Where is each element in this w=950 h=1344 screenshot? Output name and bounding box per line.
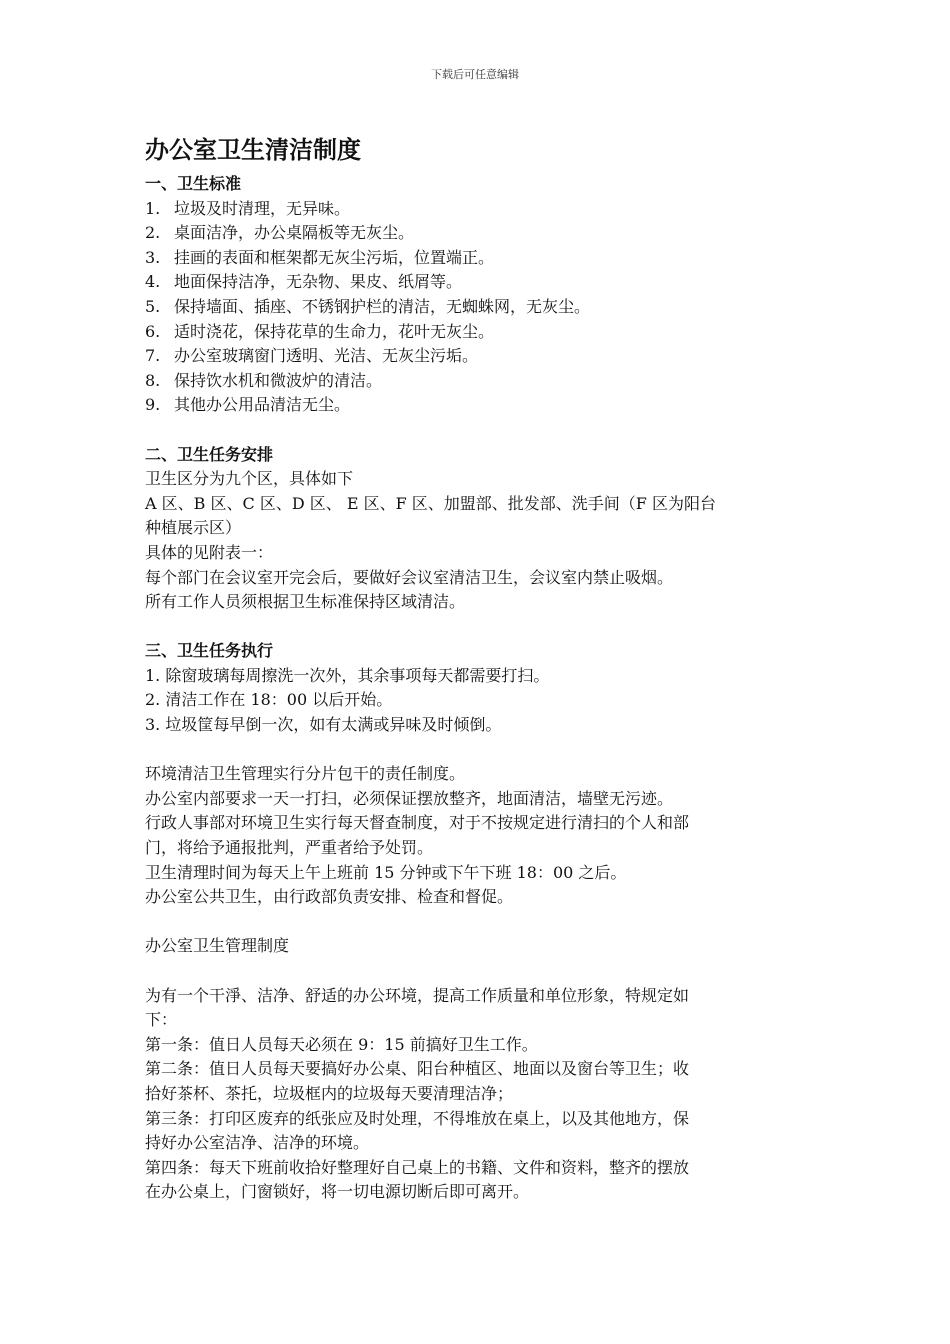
item-text: 适时浇花，保持花草的生命力，花叶无灰尘。 [174, 321, 495, 341]
item-text: 办公室玻璃窗门透明、光洁、无灰尘污垢。 [174, 346, 479, 366]
paragraph-line: 卫生清理时间为每天上午上班前 15 分钟或下午下班 18：00 之后。 [145, 862, 627, 882]
item-text: 保持墙面、插座、不锈钢护栏的清洁，无蜘蛛网，无灰尘。 [174, 296, 591, 316]
section-heading-arrangement: 二、卫生任务安排 [145, 444, 274, 464]
paragraph-line: 为有一个干淨、洁净、舒适的办公环境，提高工作质量和单位形象，特规定如 [145, 985, 690, 1005]
item-number: 6. [145, 321, 161, 341]
item-text: 地面保持洁净，无杂物、果皮、纸屑等。 [174, 272, 463, 292]
paragraph-line: 办公室公共卫生，由行政部负责安排、检查和督促。 [145, 887, 514, 907]
item-text: 桌面洁净，办公桌隔板等无灰尘。 [174, 223, 415, 243]
item-text: 保持饮水机和微波炉的清洁。 [174, 370, 383, 390]
document-title: 办公室卫生清洁制度 [145, 136, 361, 164]
item-number: 7. [145, 346, 161, 366]
item-number: 3. [145, 247, 161, 267]
paragraph-line: 环境清洁卫生管理实行分片包干的责任制度。 [145, 764, 466, 784]
spacer [145, 418, 810, 443]
paragraph-line: 2. 清洁工作在 18：00 以后开始。 [145, 690, 393, 710]
list-item [145, 197, 810, 222]
paragraph-line: 第一条：值日人员每天必须在 9：15 前搞好卫生工作。 [145, 1034, 538, 1054]
section-heading-execution: 三、卫生任务执行 [145, 641, 274, 661]
paragraph-line: 第三条：打印区废弃的纸张应及时处理，不得堆放在桌上，以及其他地方，保 [145, 1108, 690, 1128]
item-number: 9. [145, 395, 161, 415]
paragraph-line: 持好办公室洁净、洁净的环境。 [145, 1133, 370, 1153]
paragraph-line: 第四条：每天下班前收拾好整理好自己桌上的书籍、文件和资料，整齐的摆放 [145, 1157, 690, 1177]
paragraph-line: 种植展示区） [145, 518, 242, 538]
item-text: 垃圾及时清理，无异味。 [174, 198, 351, 218]
paragraph-line: 第二条：值日人员每天要搞好办公桌、阳台种植区、地面以及窗台等卫生；收 [145, 1059, 690, 1079]
item-number: 1. [145, 198, 161, 218]
list-item [145, 393, 810, 418]
item-number: 4. [145, 272, 161, 292]
list-item [145, 344, 810, 369]
item-text: 其他办公用品清洁无尘。 [174, 395, 351, 415]
paragraph-line: 拾好茶杯、茶托，垃圾框内的垃圾每天要清理洁净； [145, 1083, 514, 1103]
sub-document-title: 办公室卫生管理制度 [145, 936, 290, 956]
paragraph-line: 门，将给予通报批判，严重者给予处罚。 [145, 838, 434, 858]
paragraph-line: 行政人事部对环境卫生实行每天督查制度，对于不按规定进行清扫的个人和部 [145, 813, 690, 833]
paragraph-line: 所有工作人员须根据卫生标准保持区域清洁。 [145, 592, 466, 612]
paragraph-line: 下： [145, 1010, 178, 1030]
spacer [145, 959, 810, 984]
list-item [145, 270, 810, 295]
header-note: 下载后可任意编辑 [431, 68, 519, 81]
document-body [145, 130, 810, 1205]
item-number: 8. [145, 370, 161, 390]
spacer [145, 738, 810, 763]
paragraph-line: 卫生区分为九个区，具体如下 [145, 469, 354, 489]
section-heading-standards: 一、卫生标准 [145, 174, 242, 193]
standards-list [145, 197, 810, 418]
item-number: 2. [145, 223, 161, 243]
list-item [145, 221, 810, 246]
paragraph-line: 办公室内部要求一天一打扫，必须保证摆放整齐，地面清洁，墙壁无污迹。 [145, 788, 674, 808]
spacer [145, 615, 810, 640]
spacer [145, 910, 810, 935]
paragraph-line: 1. 除窗玻璃每周擦洗一次外，其余事项每天都需要打扫。 [145, 665, 550, 685]
paragraph-line: 3. 垃圾筐每早倒一次，如有太满或异味及时倾倒。 [145, 715, 502, 735]
paragraph-line: 在办公桌上，门窗锁好，将一切电源切断后即可离开。 [145, 1182, 530, 1202]
list-item [145, 295, 810, 320]
list-item [145, 320, 810, 345]
item-text: 挂画的表面和框架都无灰尘污垢，位置端正。 [174, 247, 495, 267]
list-item [145, 369, 810, 394]
list-item [145, 246, 810, 271]
paragraph-line: 每个部门在会议室开完会后，要做好会议室清洁卫生，会议室内禁止吸烟。 [145, 567, 674, 587]
paragraph-line: A 区、B 区、C 区、D 区、 E 区、F 区、加盟部、批发部、洗手间（F 区为阳台 [145, 493, 716, 513]
item-number: 5. [145, 296, 161, 316]
paragraph-line: 具体的见附表一： [145, 542, 274, 562]
